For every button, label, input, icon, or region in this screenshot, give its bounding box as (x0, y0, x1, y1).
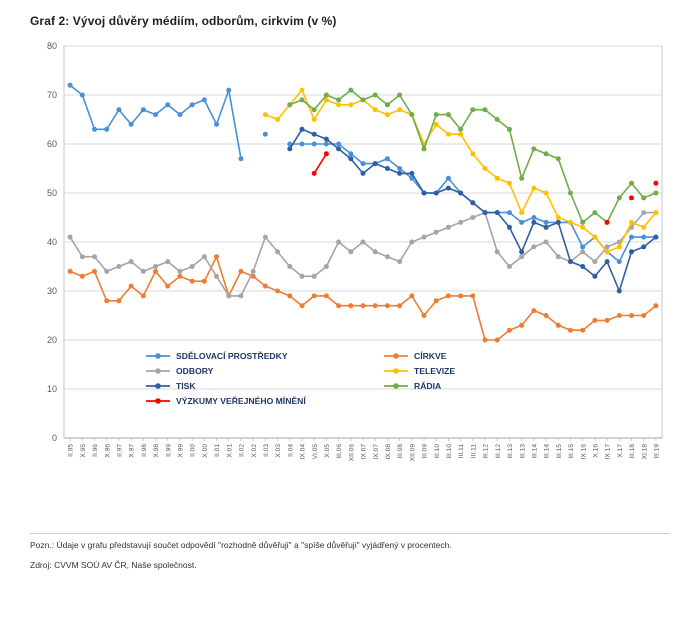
chart-plot-area (30, 40, 670, 510)
legend-marker (393, 353, 399, 359)
x-axis-tick-label: XI.18 (641, 444, 649, 460)
legend-label[interactable]: RÁDIA (414, 381, 442, 392)
legend-marker (155, 353, 161, 359)
x-axis-tick-label: III.13 (507, 444, 515, 459)
x-axis-tick-label: IX.07 (372, 444, 380, 460)
x-axis-tick-label: III.19 (653, 444, 661, 459)
legend-marker (393, 368, 399, 374)
x-axis-tick-label: III.08 (397, 444, 405, 459)
footnote-divider (30, 533, 670, 534)
x-axis-tick-label: III.14 (543, 444, 551, 459)
chart-title: Graf 2: Vývoj důvěry médiím, odborům, cirkvim (v %) (30, 14, 337, 28)
x-axis-tick-label: III.09 (421, 444, 429, 459)
y-axis-tick-label: 40 (46, 237, 57, 248)
x-axis-tick-label: III.11 (470, 444, 478, 459)
x-axis-tick-label: II.03 (262, 444, 270, 457)
x-axis-tick-label: X.01 (226, 444, 234, 458)
x-axis-tick-label: III.10 (433, 444, 441, 459)
x-axis-tick-label: III.14 (531, 444, 539, 459)
x-axis-tick-label: III.11 (458, 444, 466, 459)
y-axis-tick-label: 60 (46, 139, 57, 150)
x-axis-tick-label: III.13 (519, 444, 527, 459)
x-axis-tick-label: II.95 (67, 444, 75, 457)
x-axis-tick-label: IX.07 (360, 444, 368, 460)
x-axis-tick-label: II.01 (214, 444, 222, 457)
x-axis-tick-label: X.97 (128, 444, 136, 458)
x-axis-tick-label: II.00 (189, 444, 197, 457)
x-axis-tick-label: IX.16 (580, 444, 588, 460)
x-axis-tick-label: X.95 (79, 444, 87, 458)
legend-label[interactable]: VÝZKUMY VEŘEJNÉHO MÍNĚNÍ (176, 396, 306, 407)
x-axis-tick-label: X.96 (104, 444, 112, 458)
legend-label[interactable]: SDĚLOVACÍ PROSTŘEDKY (176, 351, 288, 362)
y-axis-tick-label: 30 (46, 286, 57, 297)
y-axis-tick-label: 50 (46, 188, 57, 199)
x-axis-tick-label: X.98 (153, 444, 161, 458)
legend-marker (393, 383, 399, 389)
y-axis-tick-label: 10 (46, 384, 57, 395)
legend-marker (155, 398, 161, 404)
footnotes (30, 540, 670, 580)
x-axis-tick-label: X.05 (323, 444, 331, 458)
x-axis-tick-label: VI.05 (311, 444, 319, 460)
x-axis-tick-label: III.15 (555, 444, 563, 459)
x-axis-tick-label: III.06 (336, 444, 344, 459)
legend-label[interactable]: CÍRKVE (414, 351, 447, 362)
x-axis-tick-label: III.10 (446, 444, 454, 459)
note-source: Zdroj: CVVM SOÚ AV ČR, Naše společnost. (30, 560, 197, 571)
y-axis-tick-label: 20 (46, 335, 57, 346)
x-axis-tick-label: X.00 (201, 444, 209, 458)
legend-marker (155, 383, 161, 389)
legend-marker (155, 368, 161, 374)
x-axis-tick-label: IX.08 (385, 444, 393, 460)
x-axis-tick-label: X.17 (616, 444, 624, 458)
y-axis-tick-label: 80 (46, 41, 57, 52)
legend-label[interactable]: TISK (176, 381, 196, 392)
y-axis-tick-label: 0 (51, 433, 57, 444)
x-axis-tick-label: II.02 (238, 444, 246, 457)
x-axis-tick-label: II.04 (287, 444, 295, 457)
x-axis-tick-label: X.02 (250, 444, 258, 458)
x-axis-tick-label: X.03 (275, 444, 283, 458)
y-axis-tick-label: 70 (46, 90, 57, 101)
x-axis-tick-label: IX.17 (604, 444, 612, 460)
chart-svg (30, 40, 670, 510)
x-axis-tick-label: II.99 (165, 444, 173, 457)
x-axis-tick-label: X.99 (177, 444, 185, 458)
x-axis-tick-label: XII.06 (348, 444, 356, 462)
legend-label[interactable]: ODBORY (176, 366, 214, 377)
x-axis-tick-label: III.12 (494, 444, 502, 459)
x-axis-tick-label: III.18 (629, 444, 637, 459)
x-axis-tick-label: IX.04 (299, 444, 307, 460)
x-axis-tick-label: III.15 (568, 444, 576, 459)
x-axis-tick-label: III.12 (482, 444, 490, 459)
x-axis-tick-label: XII.09 (409, 444, 417, 462)
x-axis-tick-label: II.97 (116, 444, 124, 457)
x-axis-tick-label: X.16 (592, 444, 600, 458)
x-axis-tick-label: II.96 (92, 444, 100, 457)
note-method: Pozn.: Údaje v grafu představují součet odpovědí "rozhodně důvěřuji" a "spíše důvěřuji" vyjádřený v procentech. (30, 540, 452, 550)
legend-label[interactable]: TELEVIZE (414, 366, 456, 377)
x-axis-tick-label: II.98 (140, 444, 148, 457)
